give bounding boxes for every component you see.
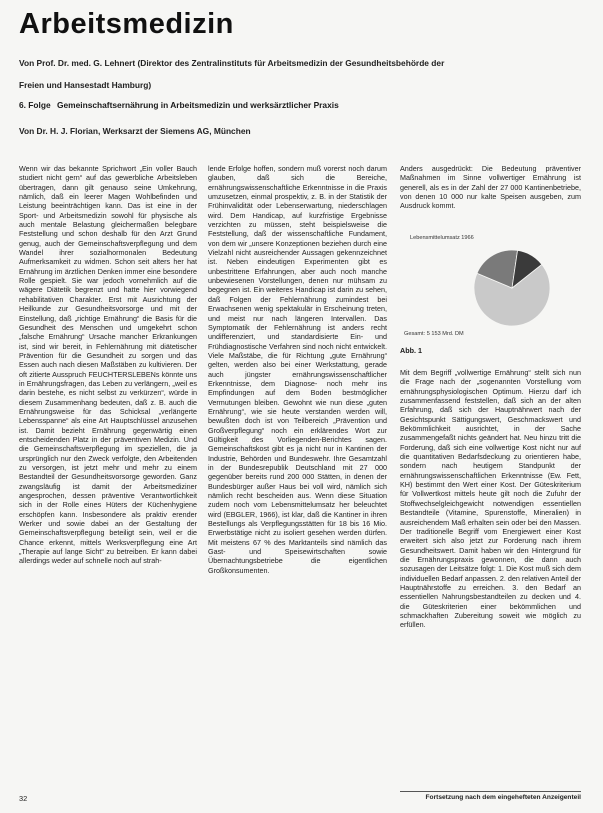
- figure-caption: Abb. 1: [400, 346, 422, 355]
- paragraph-column-2: lende Erfolge hoffen, sondern muß vorerst noch darum glauben, daß sich die Bereiche, ernährungswissenschaftliche Erkenntnisse in die Praxis umzusetzen, einmal prospektiv, z. B. in der Statistik der Frühinvalidität oder Lebenserwartung, niederschlagen wird. Dem Handicap, auf kurzfristige Ergebnisse verzichten zu müssen, steht beispielsweise die Feststellung, daß der wissenschaftliche Fundament, von dem wir „unsere Konzeptionen beziehen durch eine Vielzahl nicht ausreichender Aussagen gekennzeichnet ist. Neben eindeutigen Experimenten gibt es unbestrittene Erfahrungen, aber auch noch manche unbewiesenen Vorstellungen, denen nur mühsam zu begegnen ist. Ein weiteres Handicap ist darin zu sehen, daß Folgen der Fehlernährung zumindest bei Erwachsenen wenig spektakulär in Erscheinung treten, und meist nur nach längeren Intervallen. Das Symptomatik der Fehlernährung ist anders recht undifferenziert, und standardisierte Ein- und Frühdiagnostische Verfahren sind noch nicht entwickelt. Viele Maßstäbe, die für Richtung „gute Ernährung“ gelten, werden also bei einer Werkstattung, gerade auch jüngster ernährungswissenschaftlicher Erkenntnisse, dem Diagnose- noch mehr ins Empfindungen auf dem Boden bestmöglicher Vermutungen bleiben. Gewohnt wie nun diese „guten Ernährung“, wie sie heute verstanden werden will, bewußten doch ist von Teilbereich „Prävention und Großverpflegung“ noch ein erklärendes Wort zur Gültigkeit des Vorliegenden-Berichtes sagen. Gemeinschaftskost gibt es ja nicht nur in Kantinen der Industrie, Behörden und Bundeswehr. Ihre Gesamtzahl in der Bundesrepublik Deutschland mit 27 000 gegenüber bereits rund 200 000 Stätten, in denen der Bundesbürger außer Haus bei voll wird, nämlich sich nämlich recht bescheiden aus. Wenn diese Situation zudem noch vom Lebensmittelumsatz her beleuchtet wird (EBGLER, 1966), ist klar, daß die Kantiner in ihren Bestellungs als Verpflegungsstätten für 18 bis 16 Mio. Erwerbstätige nicht zu isoliert gesehen werden dürfen. Mit meistens 67 % des Marktanteils sind nämlich das Gast- und Speisewirtschaften sowie Übernachtungsbetriebe die eigentlichen Großkonsumenten.: [208, 164, 387, 575]
- text-column-3-bottom: [400, 368, 581, 782]
- article-author: Von Dr. H. J. Florian, Werksarzt der Siemens AG, München: [19, 126, 251, 136]
- paragraph-column-1: Wenn wir das bekannte Sprichwort „Ein voller Bauch studiert nicht gern“ auf das gewerbliche Arbeitsleben übertragen, dann gilt genauso seine Umkehrung, nämlich, daß ein leerer Magen Wohlbefinden und Leistung beeinträchtigen kann. Das ist eine in der Sport- und Arbeitsmedizin sowohl für physische als auch mentale Belastung gleichermaßen belegbare Feststellung und schon deshalb für den Arzt Grund genug, auch der Gemeinschaftsverpflegung und dem Wandel ihrer sozialhormonalen Bedeutung Aufmerksamkeit zu widmen. Schon seit alters her hat Ernährung im ärztlichen Denken immer eine besondere Rolle gespielt. Sie war jedoch vornehmlich auf die wägere Diätetik begrenzt und hatte hier vorwiegend rehabilitativen Charakter. Erst mit Ausrichtung der Heilkunde zur Gesundheitsvorsorge und mit der Einstellung, daß „richtige Ernährung“ die Basis für die Gesundheit des Menschen und umgekehrt schon „falsche Ernährung“ Ursache mancher Erkrankungen ist, sind wir bereit, in Fehlernährung mit diätetischer Prävention für die Gesundheit zu sorgen und das Essen auch nach diesen Maßstäben zu kultivieren. Der oft zitierte Ausspruch FEUCHTERSLEBENs könnte uns in Ernährungsfragen, das Leben zu verlängern, „weil es darin bestehe, es nicht selbst zu verkürzen“, würde in diesem Zusammenhang bedeuten, daß z. B. auch die Ernährungsweise für das Schicksal „verlängerte Lebensspanne“ als eine Art Hauptschlüssel anzusehen ist. Damit bezieht Ernährung gegenwärtig einen entscheidenden Platz in der präventiven Medizin. Und die Gemeinschaftsverpflegung im speziellen, die ja ursprünglich nur den Zweck verfolgte, den Arbeitenden zu versorgen, ist jetzt mehr und mehr zu einem Bestandteil der Gesundheitsvorsorge geworden. Ganz zwangsläufig ist damit der Arbeitsmediziner angesprochen, dessen präventive Verantwortlichkeit sich in der Rolle eines Hüters der Küchenhygiene erschöpfen kann. Insbesondere als praktiv erender Werker und sowie dabei an der Gestaltung der Gemeinschaftsverpflegung beteiligt sein, weil er die Chance erkennt, mittels Werksverpflegung eine Art „Therapie auf lange Sicht“ zu betreiben. Er kann dabei allerdings weder auf schnelle noch auf strah-: [19, 164, 197, 566]
- series-number: 6. Folge: [19, 100, 51, 110]
- page-number: 32: [19, 794, 28, 803]
- chart-source: Gesamt: 5 153 Mrd. DM: [404, 331, 464, 337]
- byline-editor: Von Prof. Dr. med. G. Lehnert (Direktor des Zentralinstituts für Arbeitsmedizin der Gesundheitsbehörde der: [19, 58, 445, 68]
- continuation-note: Fortsetzung nach dem eingehefteten Anzeigenteil: [400, 791, 581, 801]
- series-heading: [19, 100, 339, 110]
- article-title: Arbeitsmedizin: [19, 8, 234, 40]
- paragraph-column-3-top: Anders ausgedrückt: Die Bedeutung präventiver Maßnahmen im Sinne vollwertiger Ernährung ist generell, als es in der Zahl der 27 000 Kantinenbetriebe, von denen 10 000 nur kalte Speisen ausgeben, zum Ausdruck kommt.: [400, 164, 581, 211]
- text-column-1: [19, 164, 197, 782]
- pie-chart: [400, 232, 581, 340]
- text-column-2: [208, 164, 387, 782]
- pie-chart-figure: [400, 232, 581, 340]
- chart-legend: Lebensmittelumsatz 1966: [410, 235, 474, 241]
- paragraph-column-3-bottom: Mit dem Begriff „vollwertige Ernährung“ stellt sich nun die Frage nach der „sogenannten Vorstellung vom ernährungsphysiologischen Optimum. Hierzu darf ich zusammenfassend feststellen, daß sich an der alten Erfahrung, daß sich der Hauptnährwert nach der Gesichtspunkt Sättigungswert, Geschmackswert und Bekömmlichkeit ausrichtet, in der Sache zusammengefaßt nichts geändert hat. Neu hinzu tritt die Forderung, daß sich eine vollwertige Kost nicht nur auf die quantitativen Bedarfsdeckung zu orientieren habe, sondern nach heutigem Standpunkt der ernährungswissenschaftlichen Erkenntnisse (Ew. Fett, KH) bestimmt den Wert einer Kost. Der Güteskriterium für Vollwertkost mittels heute gilt noch die Zufuhr der Stoffwechselgleichgewicht notwendigen essentiellen Bestandteile (Vitamine, Spurenstoffe, Mineralien) in ausreichendem Maß erhalten sein oder bei den Massen. Der traditionelle Begriff vom Energiewert einer Kost erweitert sich also jetzt zur Forderung nach ihrem Gesundheitswert. Damit haben wir den Hintergrund für die Ernährungspraxis gewonnen, die dann auch sozusagen der Leitsätze folgt: 1. Die Kost muß sich dem individuellen Bedarf anpassen. 2. den relativen Anteil der Hauptnährstoffe zu erreichen. 3. den Bedarf an essentiellen Nahrungsbestandteilen zu decken und 4. die Güteskriterien einer bekömmlichen und schmackhaften Zubereitung soweit wie möglich zu erfüllen.: [400, 368, 581, 630]
- byline-editor-cont: Freien und Hansestadt Hamburg): [19, 80, 152, 90]
- series-title: Gemeinschaftsernährung in Arbeitsmedizin und werksärztlicher Praxis: [57, 100, 339, 110]
- text-column-3-top: [400, 164, 581, 230]
